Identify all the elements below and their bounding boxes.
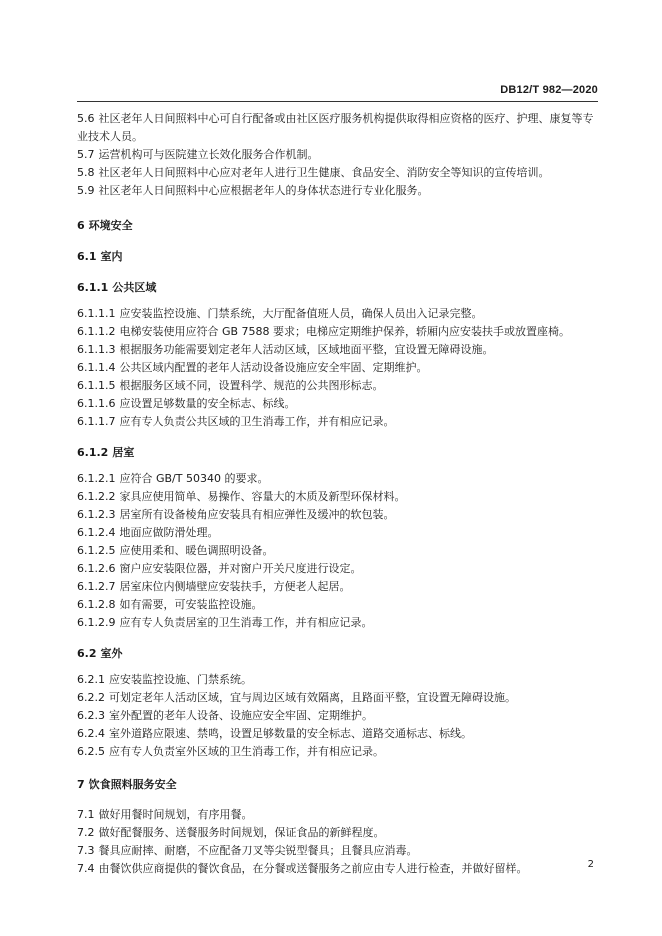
clause-number: 6.2.1 xyxy=(77,673,105,686)
clause-number: 5.9 xyxy=(77,184,95,197)
clause-number: 7.1 xyxy=(77,808,95,821)
clause-text: 运营机构可与医院建立长效化服务合作机制。 xyxy=(98,148,319,161)
clause-number: 6.1.2.3 xyxy=(77,508,116,521)
clause-6-1-2-9 xyxy=(77,614,601,632)
clause-6-1-2-3 xyxy=(77,506,601,524)
clause-text: 如有需要，可安装监控设施。 xyxy=(119,598,263,611)
section-title: 室内 xyxy=(100,250,123,263)
clause-7-2 xyxy=(77,824,601,842)
clause-text: 社区老年人日间照料中心应根据老年人的身体状态进行专业化服务。 xyxy=(98,184,429,197)
clause-number: 5.7 xyxy=(77,148,95,161)
clause-6-1-1-4 xyxy=(77,359,601,377)
section-number: 7 xyxy=(77,778,85,791)
clause-text: 家具应使用简单、易操作、容量大的木质及新型环保材料。 xyxy=(119,490,406,503)
clause-7-4 xyxy=(77,860,601,878)
clause-text: 做好用餐时间规划，有序用餐。 xyxy=(98,808,253,821)
clause-text: 根据服务区域不同，设置科学、规范的公共图形标志。 xyxy=(119,379,384,392)
clause-number: 6.1.1.1 xyxy=(77,307,116,320)
clause-6-1-1-3 xyxy=(77,341,601,359)
clause-6-1-2-6 xyxy=(77,560,601,578)
section-title: 公共区域 xyxy=(112,281,157,294)
section-heading-6-1-1 xyxy=(77,279,601,297)
document-code: DB12/T 982—2020 xyxy=(500,84,598,96)
section-title: 室外 xyxy=(100,647,123,660)
clause-6-2-4 xyxy=(77,725,601,743)
clause-5-7 xyxy=(77,146,601,164)
page-number: 2 xyxy=(587,859,594,870)
clause-7-1 xyxy=(77,806,601,824)
clause-number: 7.2 xyxy=(77,826,95,839)
section-heading-6-1-2 xyxy=(77,444,601,462)
clause-number: 6.2.4 xyxy=(77,727,105,740)
clause-6-1-2-7 xyxy=(77,578,601,596)
clause-6-1-2-5 xyxy=(77,542,601,560)
clause-number: 6.2.2 xyxy=(77,691,105,704)
clause-6-1-1-6 xyxy=(77,395,601,413)
clause-6-2-5 xyxy=(77,743,601,761)
clause-number: 6.1.1.2 xyxy=(77,325,116,338)
section-number: 6.1.2 xyxy=(77,446,109,459)
clause-text: 社区老年人日间照料中心可自行配备或由社区医疗服务机构提供取得相应资格的医疗、护理、康复等专业技术人员。 xyxy=(77,112,594,143)
clause-7-3 xyxy=(77,842,601,860)
clause-text: 居室所有设备棱角应安装具有相应弹性及缓冲的软包装。 xyxy=(119,508,395,521)
clause-6-1-2-1 xyxy=(77,470,601,488)
clause-number: 6.1.1.7 xyxy=(77,415,116,428)
clauses-7 xyxy=(77,806,601,878)
clause-text: 应安装监控设施、门禁系统，大厅配备值班人员，确保人员出入记录完整。 xyxy=(119,307,483,320)
section-number: 6.1.1 xyxy=(77,281,109,294)
clause-text: 居室床位内侧墙壁应安装扶手，方便老人起居。 xyxy=(119,580,351,593)
clause-number: 6.1.2.8 xyxy=(77,598,116,611)
clause-6-2-3 xyxy=(77,707,601,725)
clause-6-1-2-2 xyxy=(77,488,601,506)
section-number: 6.1 xyxy=(77,250,97,263)
clause-text: 应符合 GB/T 50340 的要求。 xyxy=(119,472,269,485)
clause-number: 6.1.2.6 xyxy=(77,562,116,575)
clause-number: 6.1.2.4 xyxy=(77,526,116,539)
clause-text: 社区老年人日间照料中心应对老年人进行卫生健康、食品安全、消防安全等知识的宣传培训。 xyxy=(98,166,550,179)
section-heading-6-2 xyxy=(77,645,601,663)
clause-text: 室外道路应限速、禁鸣，设置足够数量的安全标志、道路交通标志、标线。 xyxy=(109,727,472,740)
header-divider xyxy=(77,101,598,102)
clause-text: 地面应做防滑处理。 xyxy=(119,526,219,539)
clause-text: 根据服务功能需要划定老年人活动区域，区域地面平整，宜设置无障碍设施。 xyxy=(119,343,494,356)
clause-6-1-1-7 xyxy=(77,413,601,431)
clause-text: 窗户应安装限位器，并对窗户开关尺度进行设定。 xyxy=(119,562,362,575)
clause-number: 6.1.2.2 xyxy=(77,490,116,503)
clause-6-2-1 xyxy=(77,671,601,689)
clause-text: 应设置足够数量的安全标志、标线。 xyxy=(119,397,296,410)
clause-6-1-1-2 xyxy=(77,323,601,341)
clause-number: 6.2.3 xyxy=(77,709,105,722)
clause-number: 6.2.5 xyxy=(77,745,105,758)
clause-number: 7.4 xyxy=(77,862,95,875)
section-heading-6-1 xyxy=(77,248,601,266)
clause-number: 7.3 xyxy=(77,844,95,857)
clause-6-1-1-1 xyxy=(77,305,601,323)
clause-text: 应有专人负责公共区域的卫生消毒工作，并有相应记录。 xyxy=(119,415,395,428)
clause-text: 应有专人负责室外区域的卫生消毒工作，并有相应记录。 xyxy=(109,745,384,758)
clause-number: 5.8 xyxy=(77,166,95,179)
clause-text: 餐具应耐摔、耐磨，不应配备刀叉等尖锐型餐具；且餐具应消毒。 xyxy=(98,844,418,857)
clause-5-8 xyxy=(77,164,601,182)
clause-number: 6.1.2.9 xyxy=(77,616,116,629)
clause-text: 电梯安装使用应符合 GB 7588 要求；电梯应定期维护保养，轿厢内应安装扶手或放置座椅。 xyxy=(119,325,571,338)
section-title: 环境安全 xyxy=(88,219,133,232)
clause-text: 应有专人负责居室的卫生消毒工作，并有相应记录。 xyxy=(119,616,373,629)
document-body xyxy=(77,110,601,878)
clause-6-1-2-4 xyxy=(77,524,601,542)
section-number: 6 xyxy=(77,219,85,232)
clause-5-9 xyxy=(77,182,601,200)
clause-number: 6.1.2.5 xyxy=(77,544,116,557)
clause-text: 应使用柔和、暖色调照明设备。 xyxy=(119,544,274,557)
clauses-6-1-2 xyxy=(77,470,601,632)
clause-number: 5.6 xyxy=(77,112,95,125)
clause-text: 由餐饮供应商提供的餐饮食品，在分餐或送餐服务之前应由专人进行检查，并做好留样。 xyxy=(98,862,528,875)
clause-number: 6.1.1.5 xyxy=(77,379,116,392)
clause-text: 室外配置的老年人设备、设施应安全牢固、定期维护。 xyxy=(109,709,373,722)
clause-5-6 xyxy=(77,110,601,146)
clause-number: 6.1.2.1 xyxy=(77,472,116,485)
clause-number: 6.1.1.3 xyxy=(77,343,116,356)
clause-text: 可划定老年人活动区域，宜与周边区域有效隔离，且路面平整，宜设置无障碍设施。 xyxy=(109,691,516,704)
section-number: 6.2 xyxy=(77,647,97,660)
section-title: 居室 xyxy=(112,446,135,459)
clauses-6-2 xyxy=(77,671,601,761)
clause-number: 6.1.1.4 xyxy=(77,361,116,374)
clause-number: 6.1.2.7 xyxy=(77,580,116,593)
clause-6-1-2-8 xyxy=(77,596,601,614)
clause-text: 做好配餐服务、送餐服务时间规划，保证食品的新鲜程度。 xyxy=(98,826,385,839)
clause-text: 公共区域内配置的老年人活动设备设施应安全牢固、定期维护。 xyxy=(119,361,428,374)
section-heading-6 xyxy=(77,217,601,235)
clauses-6-1-1 xyxy=(77,305,601,431)
section-title: 饮食照料服务安全 xyxy=(88,778,177,791)
section-heading-7 xyxy=(77,776,601,794)
clause-6-2-2 xyxy=(77,689,601,707)
clause-number: 6.1.1.6 xyxy=(77,397,116,410)
clause-text: 应安装监控设施、门禁系统。 xyxy=(109,673,252,686)
clause-6-1-1-5 xyxy=(77,377,601,395)
